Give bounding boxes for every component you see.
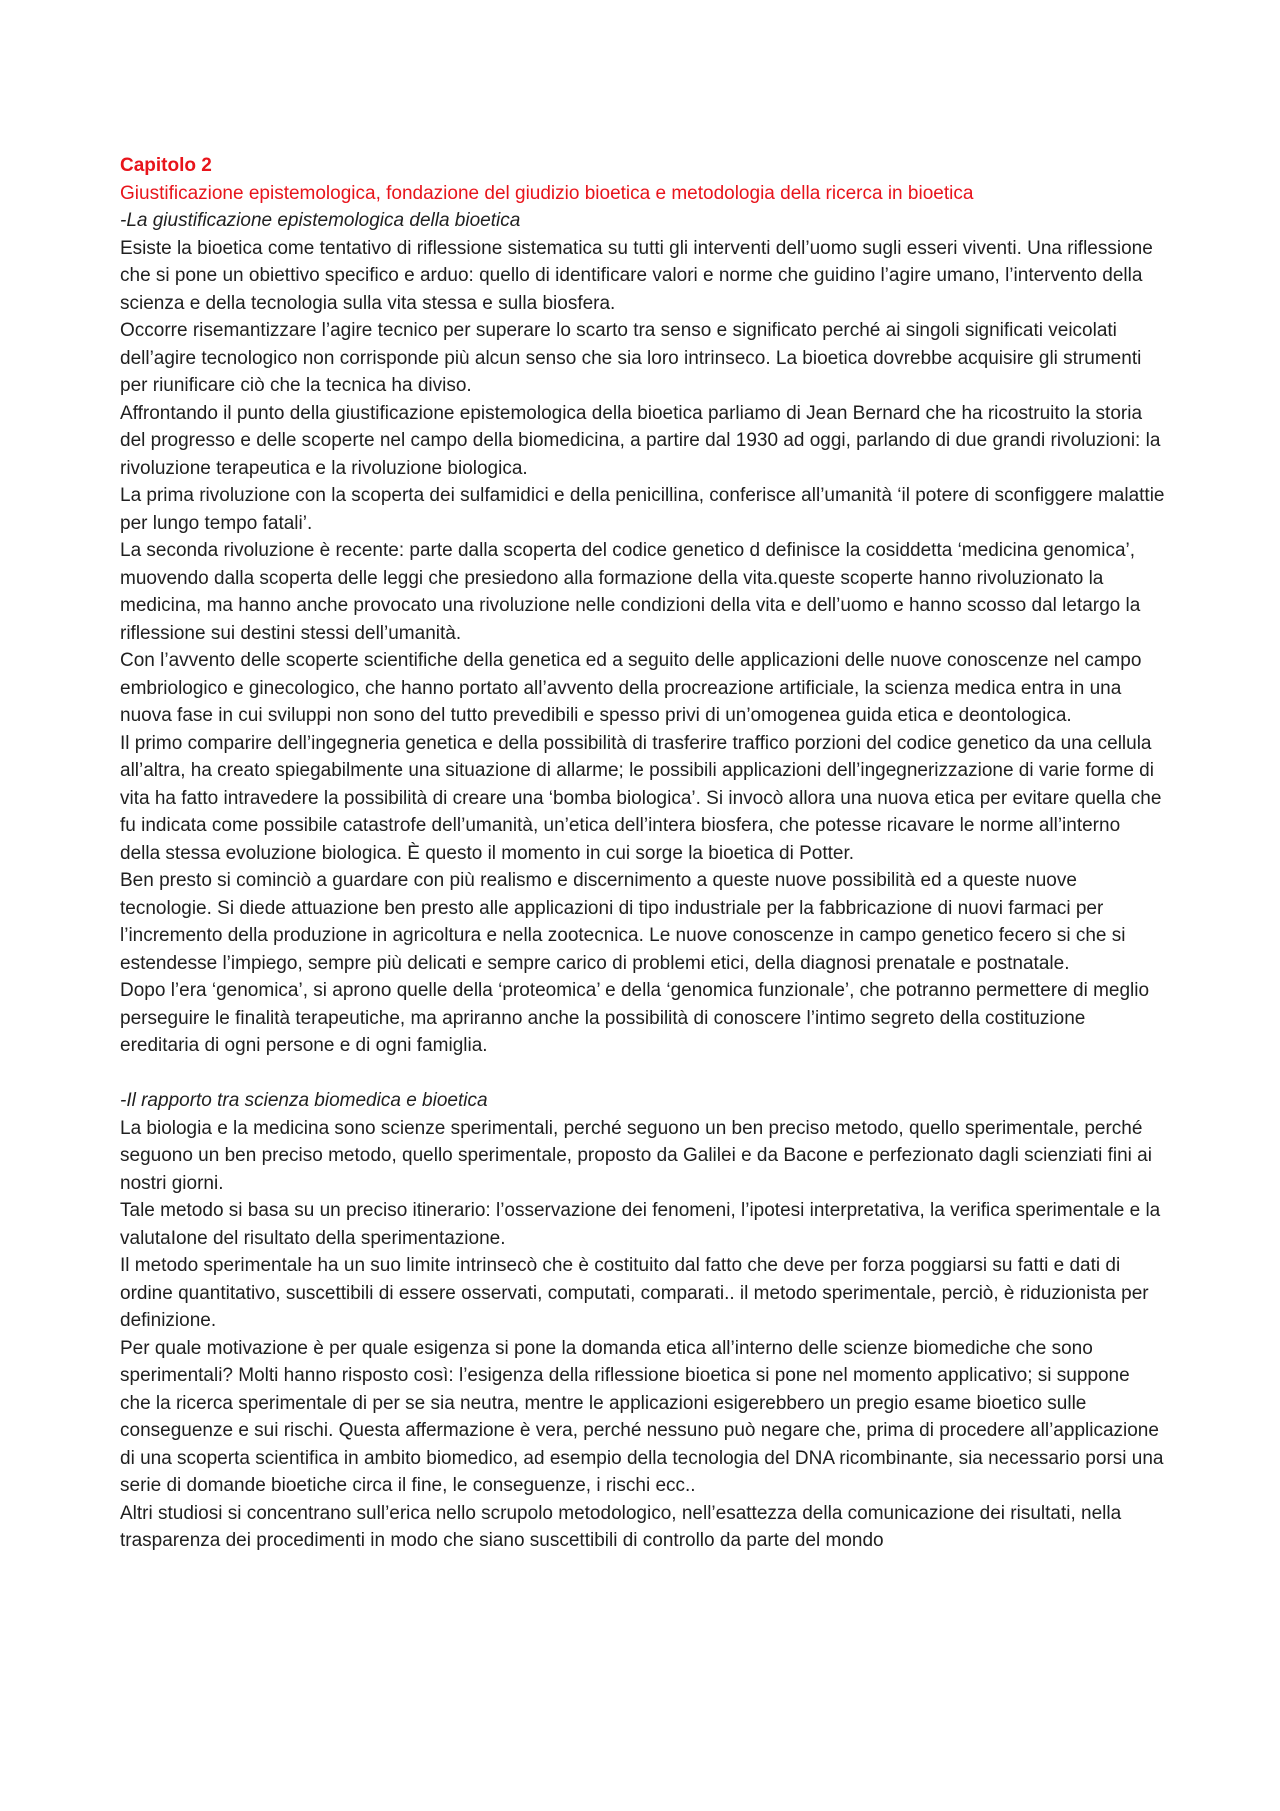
paragraph: Ben presto si cominciò a guardare con più realismo e discernimento a queste nuove possibilità ed a queste nuove tecnologie. Si diede attuazione ben presto alle applicazioni di tipo industriale per la fabbricazione di nuovi farmaci per l’incremento della produzione in agricoltura e nella zootecnica. Le nuove conoscenze in campo genetico fecero si che si estendesse l’impiego, sempre più delicati e sempre carico di problemi etici, della diagnosi prenatale e postnatale. — [120, 870, 1126, 974]
paragraph: Tale metodo si basa su un preciso itinerario: l’osservazione dei fenomeni, l’ipotesi interpretativa, la verifica sperimentale e la valutaIone del risultato della sperimentazione. — [120, 1200, 1161, 1249]
paragraph: Con l’avvento delle scoperte scientifiche della genetica ed a seguito delle applicazioni delle nuove conoscenze nel campo embriologico e ginecologico, che hanno portato all’avvento della procreazione artificiale, la scienza medica entra in una nuova fase in cui sviluppi non sono del tutto prevedibili e spesso privi di un’omogenea guida etica e deontologica. — [120, 650, 1142, 726]
chapter-label: Capitolo 2 — [120, 155, 212, 176]
paragraph: La seconda rivoluzione è recente: parte dalla scoperta del codice genetico d definisce la cosiddetta ‘medicina genomica’, muovendo dalla scoperta delle leggi che presiedono alla formazione della vita.queste scoperte hanno rivoluzionato la medicina, ma hanno anche provocato una rivoluzione nelle condizioni della vita e dell’uomo e hanno scosso dal letargo la riflessione sui destini stessi dell’umanità. — [120, 540, 1141, 644]
paragraph: La biologia e la medicina sono scienze sperimentali, perché seguono un ben preciso metodo, quello sperimentale, perché seguono un ben preciso metodo, quello sperimentale, proposto da Galilei e da Bacone e perfezionato dagli scienziati fini ai nostri giorni. — [120, 1117, 1152, 1194]
paragraph: Esiste la bioetica come tentativo di riflessione sistematica su tutti gli interventi dell’uomo sugli esseri viventi. Una riflessione che si pone un obiettivo specifico e arduo: quello di identificare valori e norme che guidino l’agire umano, l’intervento della scienza e della tecnologia sulla vita stessa e sulla biosfera. — [120, 237, 1153, 314]
chapter-title: Giustificazione epistemologica, fondazione del giudizio bioetica e metodologia della ricerca in bioetica — [120, 182, 974, 204]
paragraph: Affrontando il punto della giustificazione epistemologica della bioetica parliamo di Jean Bernard che ha ricostruito la storia del progresso e delle scoperte nel campo della biomedicina, a partire dal 1930 ad oggi, parlando di due grandi rivoluzioni: la rivoluzione terapeutica e la rivoluzione biologica. — [120, 402, 1161, 479]
paragraph: Altri studiosi si concentrano sull’erica nello scrupolo metodologico, nell’esattezza della comunicazione dei risultati, nella trasparenza dei procedimenti in modo che siano suscettibili di controllo da parte del mondo — [120, 1502, 1122, 1551]
paragraph: Occorre risemantizzare l’agire tecnico per superare lo scarto tra senso e significato perché ai singoli significati veicolati dell’agire tecnologico non corrisponde più alcun senso che sia loro intrinseco. La bioetica dovrebbe acquisire gli strumenti per riunificare ciò che la tecnica ha diviso. — [120, 320, 1142, 396]
section-heading-epistemologica: -La giustificazione epistemologica della bioetica — [120, 210, 521, 231]
paragraph: Il metodo sperimentale ha un suo limite intrinsecò che è costituito dal fatto che deve per forza poggiarsi su fatti e dati di ordine quantitativo, suscettibili di essere osservati, computati, comparati.. il metodo sperimentale, perciò, è riduzionista per definizione. — [120, 1255, 1149, 1331]
paragraph: Il primo comparire dell’ingegneria genetica e della possibilità di trasferire traffico porzioni del codice genetico da una cellula all’altra, ha creato spiegabilmente una situazione di allarme; le possibili applicazioni dell’ingegnerizzazione di varie forme di vita ha fatto intravedere la possibilità di creare una ‘bomba biologica’. Si invocò allora una nuova etica per evitare quella che fu indicata come possibile catastrofe dell’umanità, un’etica dell’intera biosfera, che potesse ricavare le norme all’interno della stessa evoluzione biologica. È questo il momento in cui sorge la bioetica di Potter. — [120, 732, 1162, 864]
section-heading-scienza-biomedica: -Il rapporto tra scienza biomedica e bioetica — [120, 1090, 488, 1111]
paragraph: Per quale motivazione è per quale esigenza si pone la domanda etica all’interno delle scienze biomediche che sono sperimentali? Molti hanno risposto così: l’esigenza della riflessione bioetica si pone nel momento applicativo; si suppone che la ricerca sperimentale di per se sia neutra, mentre le applicazioni esigerebbero un pregio esame bioetico sulle conseguenze e sui rischi. Questa affermazione è vera, perché nessuno può negare che, prima di procedere all’applicazione di una scoperta scientifica in ambito biomedico, ad esempio della tecnologia del DNA ricombinante, sia necessario porsi una serie di domande bioetiche circa il fine, le conseguenze, i rischi ecc.. — [120, 1337, 1164, 1496]
paragraph: Dopo l’era ‘genomica’, si aprono quelle della ‘proteomica’ e della ‘genomica funzionale’, che potranno permettere di meglio perseguire le finalità terapeutiche, ma apriranno anche la possibilità di conoscere l’intimo segreto della costituzione ereditaria di ogni persone e di ogni famiglia. — [120, 980, 1150, 1056]
document-body — [120, 152, 1165, 1555]
paragraph: La prima rivoluzione con la scoperta dei sulfamidici e della penicillina, conferisce all’umanità ‘il potere di sconfiggere malattie per lungo tempo fatali’. — [120, 485, 1165, 534]
blank-line — [120, 1060, 1165, 1088]
